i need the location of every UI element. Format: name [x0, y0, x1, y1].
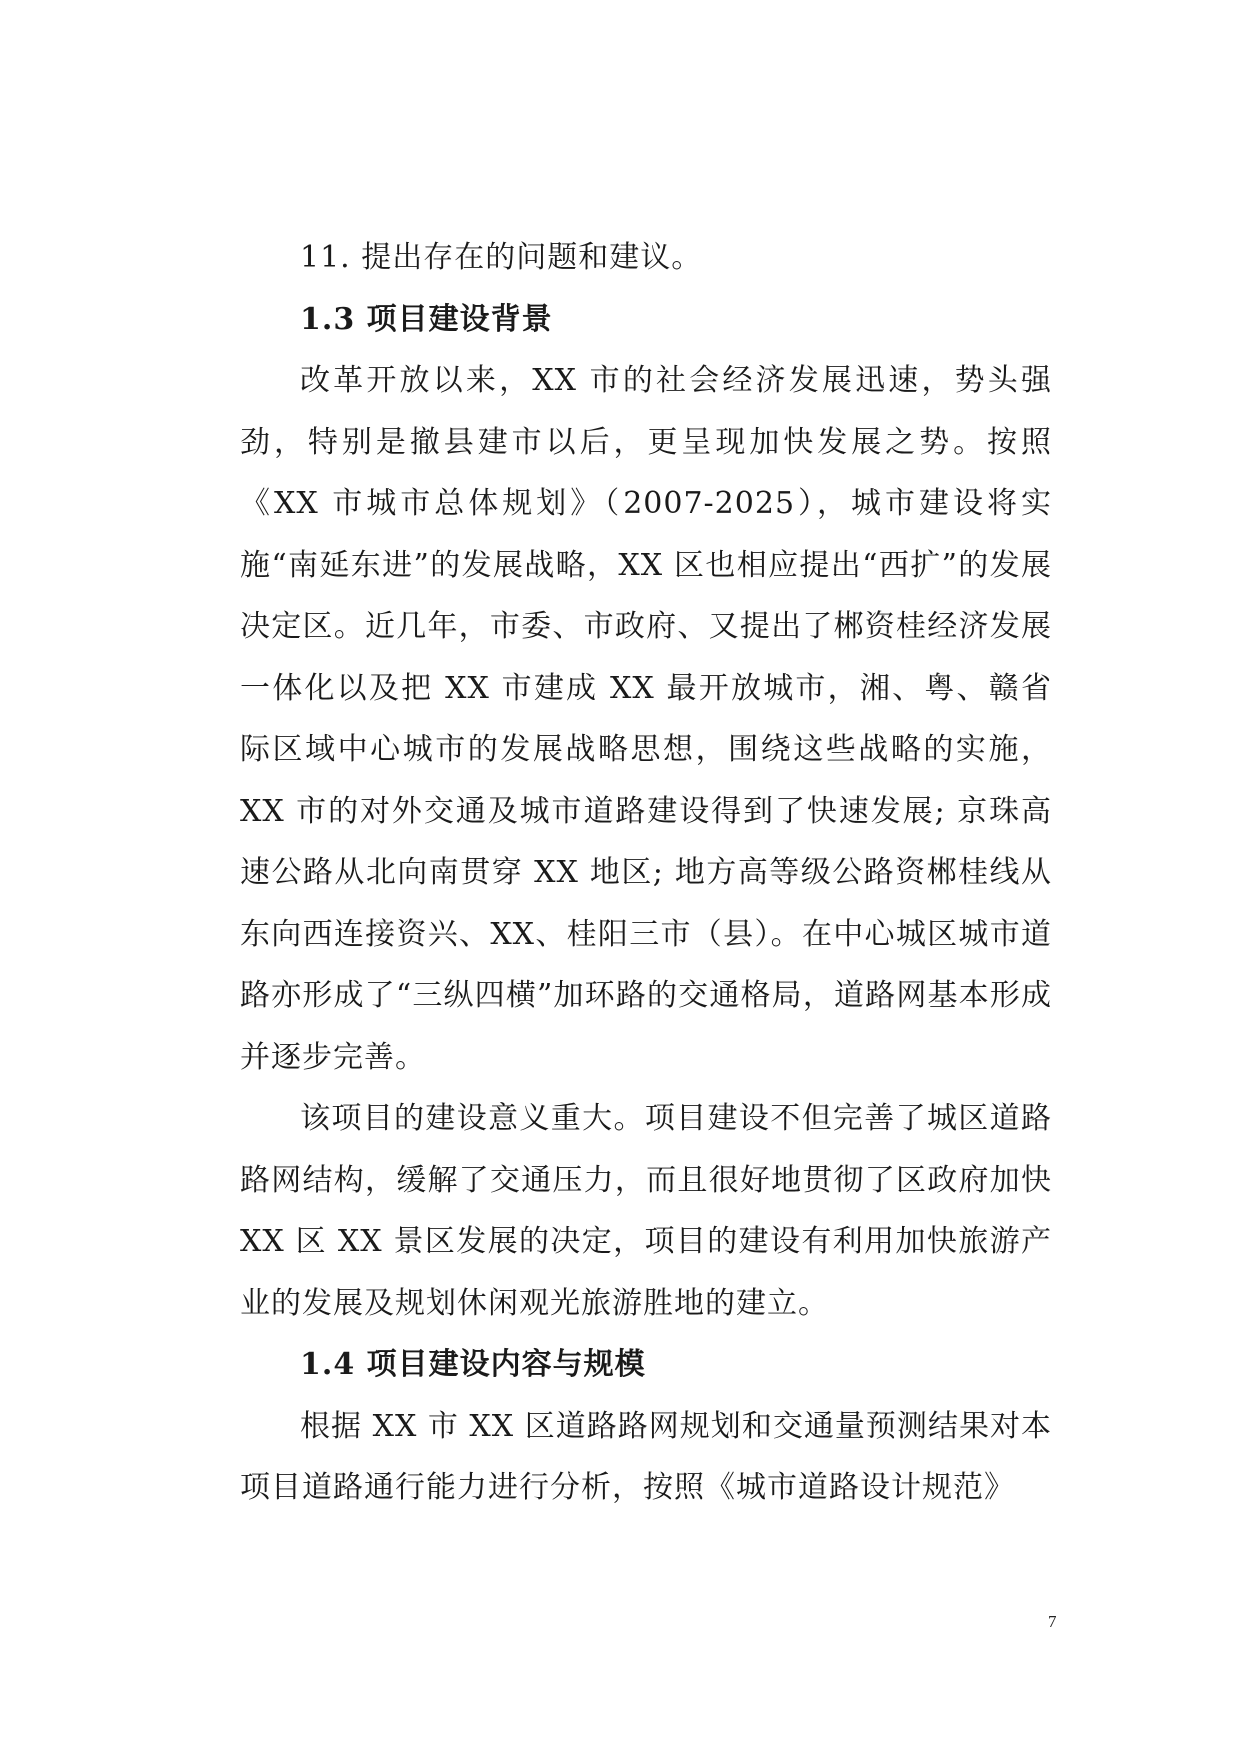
paragraph-background-2: 该项目的建设意义重大。项目建设不但完善了城区道路路网结构，缓解了交通压力，而且很好地贯彻了区政府加快 XX 区 XX 景区发展的决定，项目的建设有利用加快旅游产业的发展及规划休闲观光旅游胜地的建立。 [240, 1101, 1052, 1321]
document-body [240, 227, 1052, 1519]
page-number: 7 [1048, 1612, 1057, 1631]
paragraph-background-1: 改革开放以来，XX 市的社会经济发展迅速，势头强劲，特别是撤县建市以后，更呈现加快发展之势。按照《XX 市城市总体规划》（2007-2025），城市建设将实施“南延东进”的发展战略，XX 区也相应提出“西扩”的发展决定区。近几年，市委、市政府、又提出了郴资桂经济发展一体化以及把 XX 市建成 XX 最开放城市，湘、粤、赣省际区域中心城市的发展战略思想，围绕这些战略的实施，XX 市的对外交通及城市道路建设得到了快速发展; 京珠高速公路从北向南贯穿 XX 地区; 地方高等级公路资郴桂线从东向西连接资兴、XX、桂阳三市（县）。在中心城区城市道路亦形成了“三纵四横”加环路的交通格局，道路网基本形成并逐步完善。 [240, 363, 1052, 1075]
section-heading-1-4: 1.4 项目建设内容与规模 [300, 1347, 646, 1382]
list-item-11: 11. 提出存在的问题和建议。 [300, 240, 703, 275]
section-heading-1-3: 1.3 项目建设背景 [300, 301, 553, 337]
paragraph-scope-1: 根据 XX 市 XX 区道路路网规划和交通量预测结果对本项目道路通行能力进行分析，按照《城市道路设计规范》 [240, 1408, 1052, 1505]
